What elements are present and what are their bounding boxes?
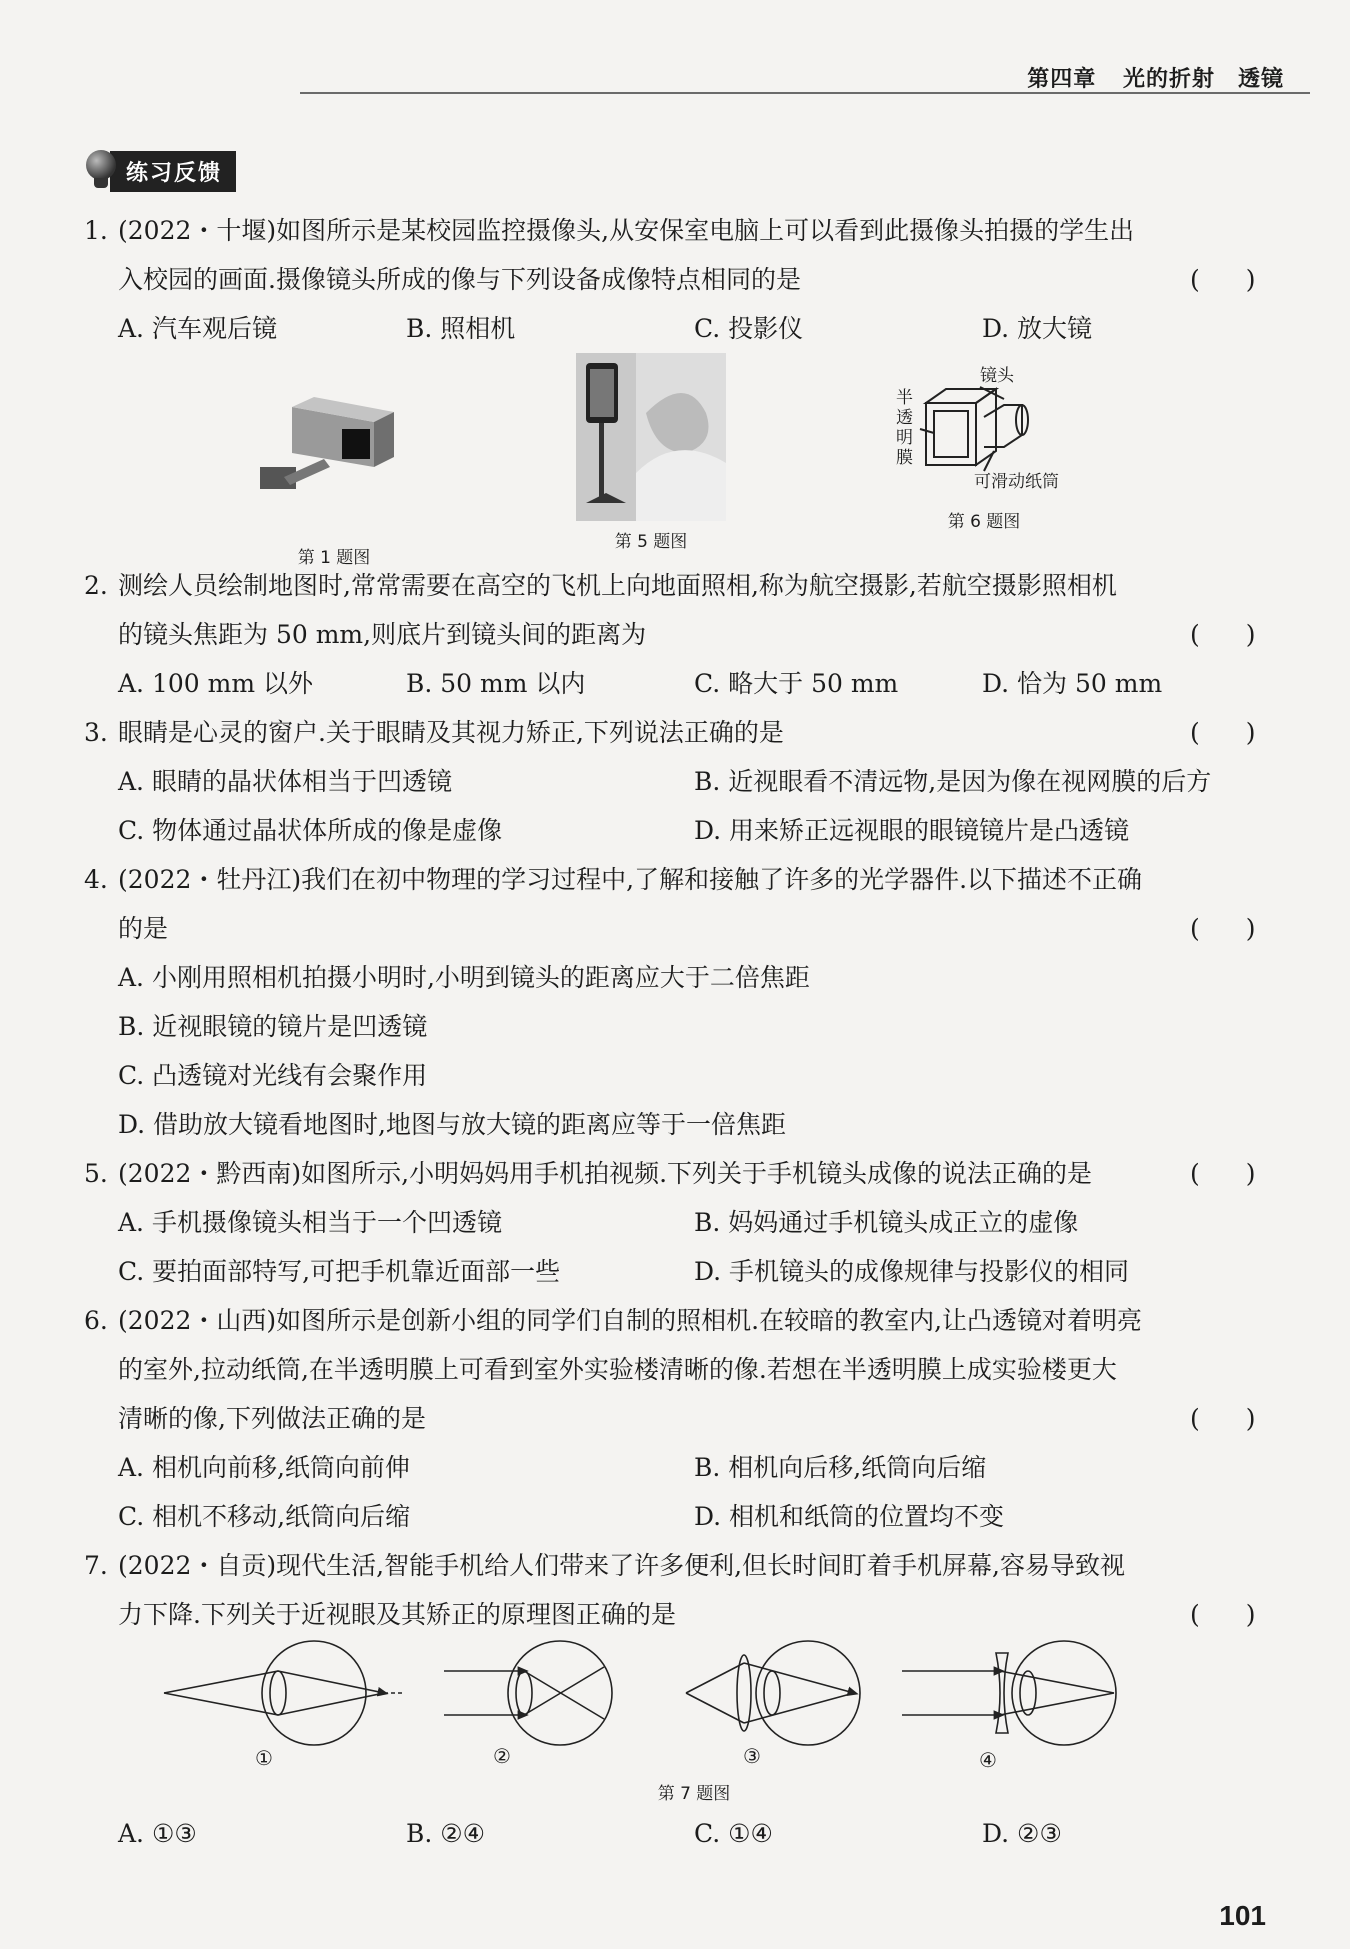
answer-blank[interactable] bbox=[1190, 255, 1270, 304]
question-text: 的镜头焦距为 50 mm,则底片到镜头间的距离为 bbox=[118, 620, 647, 649]
figure-7 bbox=[84, 1639, 1270, 1809]
section-title: 练习反馈 bbox=[110, 151, 236, 192]
diagram-label-2: ② bbox=[493, 1744, 511, 1768]
film-label-4: 膜 bbox=[896, 448, 913, 468]
option-c: C. 物体通过晶状体所成的像是虚像 bbox=[118, 816, 503, 845]
answer-blank[interactable] bbox=[1190, 610, 1270, 659]
question-text: 清晰的像,下列做法正确的是 bbox=[118, 1404, 426, 1433]
security-camera-image bbox=[254, 367, 414, 537]
question-1 bbox=[84, 206, 1270, 353]
diagram-label-1: ① bbox=[255, 1746, 273, 1770]
tube-label: 可滑动纸筒 bbox=[974, 472, 1059, 492]
question-2 bbox=[84, 561, 1270, 708]
figure-caption: 第 7 题图 bbox=[657, 1784, 731, 1804]
question-text: 的是 bbox=[118, 914, 169, 943]
question-text: (2022・黔西南)如图所示,小明妈妈用手机拍视频.下列关于手机镜头成像的说法正确的是 bbox=[118, 1159, 1093, 1188]
question-number: 4. bbox=[84, 865, 108, 894]
option-c: C. 略大于 50 mm bbox=[694, 669, 899, 698]
option-b: B. 50 mm 以内 bbox=[406, 669, 586, 698]
option-a: A. 手机摄像镜头相当于一个凹透镜 bbox=[118, 1208, 502, 1237]
phone-video-image bbox=[576, 353, 726, 521]
option-d: D. 用来矫正远视眼的眼镜镜片是凸透镜 bbox=[694, 816, 1130, 845]
option-c: C. 要拍面部特写,可把手机靠近面部一些 bbox=[118, 1257, 561, 1286]
question-text: 测绘人员绘制地图时,常常需要在高空的飞机上向地面照相,称为航空摄影,若航空摄影照相机 bbox=[118, 571, 1117, 600]
figure-caption: 第 1 题图 bbox=[297, 548, 371, 568]
option-a: A. ①③ bbox=[118, 1819, 197, 1848]
option-b: B. ②④ bbox=[406, 1819, 486, 1848]
option-c: C. ①④ bbox=[694, 1819, 773, 1848]
question-5 bbox=[84, 1149, 1270, 1296]
option-d: D. 手机镜头的成像规律与投影仪的相同 bbox=[694, 1257, 1130, 1286]
question-list bbox=[84, 206, 1270, 1858]
lightbulb-icon bbox=[86, 150, 116, 192]
option-a: A. 汽车观后镜 bbox=[118, 314, 277, 343]
option-a: A. 100 mm 以外 bbox=[118, 669, 313, 698]
answer-blank[interactable] bbox=[1190, 1394, 1270, 1443]
film-label-3: 明 bbox=[896, 428, 913, 448]
figure-caption: 第 5 题图 bbox=[614, 532, 688, 552]
question-number: 1. bbox=[84, 216, 108, 245]
option-a: A. 相机向前移,纸筒向前伸 bbox=[118, 1453, 410, 1482]
option-b: B. 照相机 bbox=[406, 314, 516, 343]
film-label-1: 半 bbox=[896, 388, 913, 408]
page-header bbox=[1009, 62, 1284, 93]
question-text: (2022・自贡)现代生活,智能手机给人们带来了许多便利,但长时间盯着手机屏幕,容易导致视 bbox=[118, 1551, 1125, 1580]
question-6 bbox=[84, 1296, 1270, 1541]
figure-row bbox=[84, 353, 1270, 568]
question-number: 3. bbox=[84, 718, 108, 747]
film-label-2: 透 bbox=[896, 408, 913, 428]
lens-label: 镜头 bbox=[980, 366, 1014, 386]
chapter-label: 第四章 bbox=[1027, 67, 1097, 92]
answer-blank[interactable] bbox=[1190, 1149, 1270, 1198]
question-text: 眼睛是心灵的窗户.关于眼睛及其视力矫正,下列说法正确的是 bbox=[118, 718, 784, 747]
diagram-label-4: ④ bbox=[979, 1748, 997, 1772]
question-text: 力下降.下列关于近视眼及其矫正的原理图正确的是 bbox=[118, 1600, 676, 1629]
question-4 bbox=[84, 855, 1270, 1149]
header-rule bbox=[300, 92, 1310, 94]
option-d: D. 借助放大镜看地图时,地图与放大镜的距离应等于一倍焦距 bbox=[118, 1110, 786, 1139]
option-a: A. 小刚用照相机拍摄小明时,小明到镜头的距离应大于二倍焦距 bbox=[118, 963, 810, 992]
question-text: (2022・十堰)如图所示是某校园监控摄像头,从安保室电脑上可以看到此摄像头拍摄的学生出 bbox=[118, 216, 1135, 245]
option-d: D. ②③ bbox=[982, 1819, 1062, 1848]
figure-caption: 第 6 题图 bbox=[947, 512, 1021, 532]
option-a: A. 眼睛的晶状体相当于凹透镜 bbox=[118, 767, 452, 796]
question-text: 的室外,拉动纸筒,在半透明膜上可看到室外实验楼清晰的像.若想在半透明膜上成实验楼更大 bbox=[118, 1355, 1117, 1384]
option-b: B. 近视眼镜的镜片是凹透镜 bbox=[118, 1012, 428, 1041]
option-b: B. 相机向后移,纸筒向后缩 bbox=[694, 1453, 987, 1482]
answer-blank[interactable] bbox=[1190, 708, 1270, 757]
option-d: D. 相机和纸筒的位置均不变 bbox=[694, 1502, 1005, 1531]
option-c: C. 相机不移动,纸筒向后缩 bbox=[118, 1502, 411, 1531]
homemade-camera-diagram bbox=[884, 359, 1084, 505]
page-number: 101 bbox=[1219, 1900, 1266, 1931]
figure-6 bbox=[884, 359, 1084, 532]
figure-5 bbox=[576, 353, 726, 552]
myopia-diagrams bbox=[84, 1639, 1270, 1809]
option-c: C. 凸透镜对光线有会聚作用 bbox=[118, 1061, 428, 1090]
question-7-options bbox=[84, 1809, 1270, 1858]
diagram-label-3: ③ bbox=[743, 1744, 761, 1768]
option-d: D. 放大镜 bbox=[982, 314, 1093, 343]
chapter-title: 光的折射 透镜 bbox=[1122, 67, 1284, 92]
question-number: 5. bbox=[84, 1159, 108, 1188]
question-number: 6. bbox=[84, 1306, 108, 1335]
question-text: 入校园的画面.摄像镜头所成的像与下列设备成像特点相同的是 bbox=[118, 265, 801, 294]
question-text: (2022・山西)如图所示是创新小组的同学们自制的照相机.在较暗的教室内,让凸透镜对着明亮 bbox=[118, 1306, 1143, 1335]
option-c: C. 投影仪 bbox=[694, 314, 804, 343]
question-number: 7. bbox=[84, 1551, 108, 1580]
option-d: D. 恰为 50 mm bbox=[982, 669, 1163, 698]
question-7 bbox=[84, 1541, 1270, 1639]
answer-blank[interactable] bbox=[1190, 1590, 1270, 1639]
figure-1 bbox=[254, 367, 414, 568]
question-3 bbox=[84, 708, 1270, 855]
section-badge bbox=[86, 150, 236, 192]
question-text: (2022・牡丹江)我们在初中物理的学习过程中,了解和接触了许多的光学器件.以下描述不正确 bbox=[118, 865, 1143, 894]
option-b: B. 近视眼看不清远物,是因为像在视网膜的后方 bbox=[694, 767, 1212, 796]
option-b: B. 妈妈通过手机镜头成正立的虚像 bbox=[694, 1208, 1079, 1237]
answer-blank[interactable] bbox=[1190, 904, 1270, 953]
question-number: 2. bbox=[84, 571, 108, 600]
